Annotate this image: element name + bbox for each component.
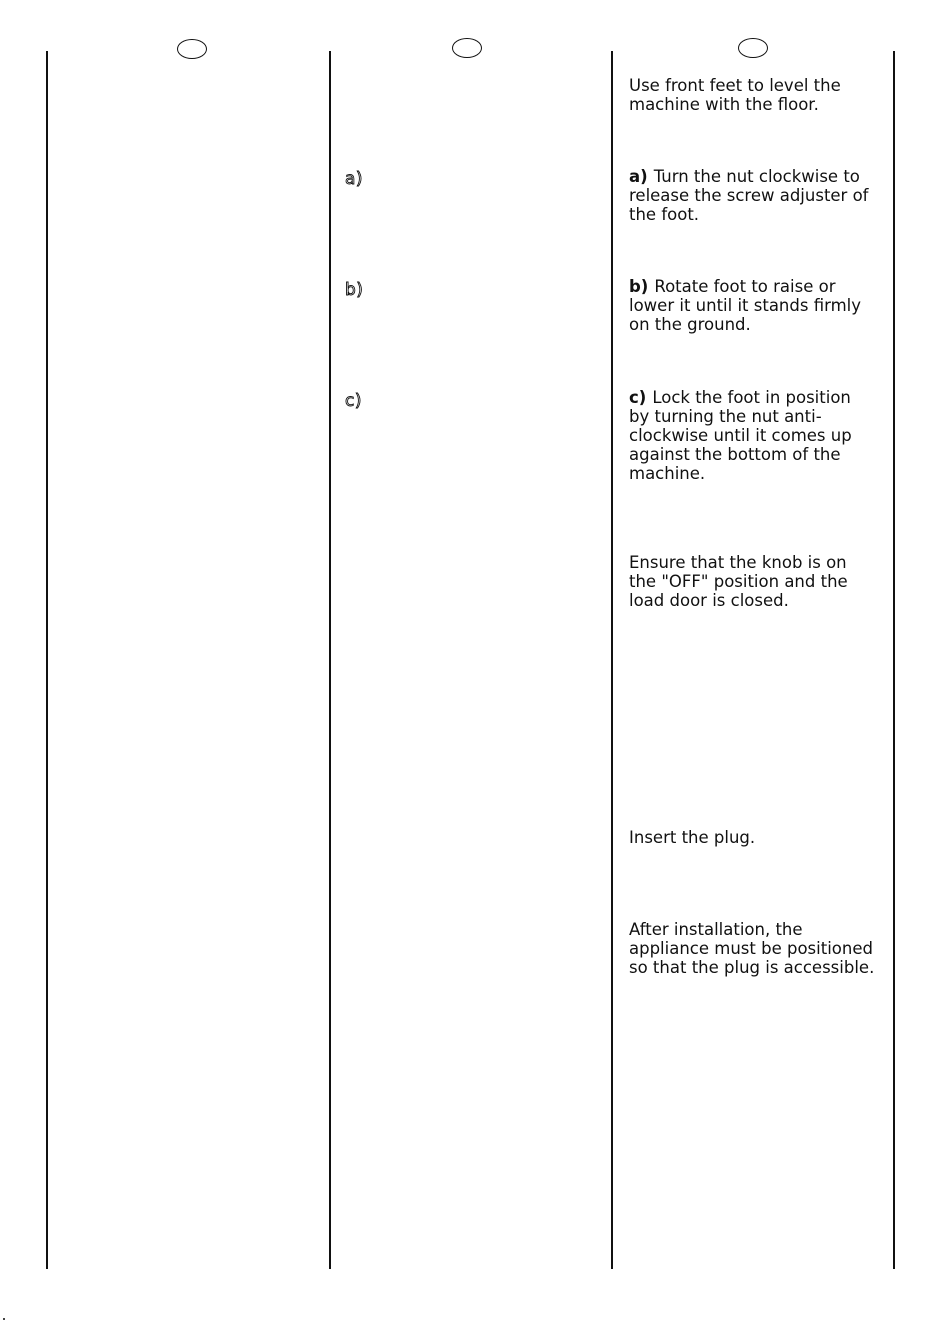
- step-marker-a: a): [629, 167, 648, 186]
- paragraph-insert-plug: [629, 828, 885, 847]
- language-badge-col3: [738, 38, 768, 58]
- column-divider-right: [893, 51, 895, 1269]
- paragraph-text: After installation, the appliance must be positioned so that the plug is accessible.: [629, 920, 875, 977]
- paragraph-text: Insert the plug.: [629, 828, 756, 847]
- paragraph-plug-accessible: [629, 920, 879, 977]
- paragraph-knob-off: [629, 553, 861, 610]
- column-divider-left: [46, 51, 48, 1269]
- step-marker-b: b): [629, 277, 649, 296]
- paragraph-text: Rotate foot to raise or lower it until it stands firmly on the ground.: [629, 277, 862, 334]
- language-badge-col1: [177, 39, 207, 59]
- language-badge-col2: [452, 38, 482, 58]
- step-marker-c: c): [629, 388, 647, 407]
- page-corner-dot: [3, 1318, 5, 1320]
- column-divider-middle-right: [611, 51, 613, 1269]
- paragraph-level-machine: [629, 76, 885, 114]
- paragraph-text: Lock the foot in position by turning the nut anti-clockwise until it comes up against the bottom of the machine.: [629, 388, 852, 483]
- paragraph-step-a: [629, 167, 879, 224]
- paragraph-text: Ensure that the knob is on the "OFF" position and the load door is closed.: [629, 553, 848, 610]
- paragraph-text: Use front feet to level the machine with the floor.: [629, 76, 841, 114]
- paragraph-text: Turn the nut clockwise to release the screw adjuster of the foot.: [629, 167, 869, 224]
- paragraph-step-b: [629, 277, 861, 334]
- middle-step-label-b: b): [345, 280, 364, 300]
- middle-step-label-c: c): [345, 391, 362, 411]
- middle-step-label-a: a): [345, 169, 364, 189]
- column-divider-middle-left: [329, 51, 331, 1269]
- paragraph-step-c: [629, 388, 865, 483]
